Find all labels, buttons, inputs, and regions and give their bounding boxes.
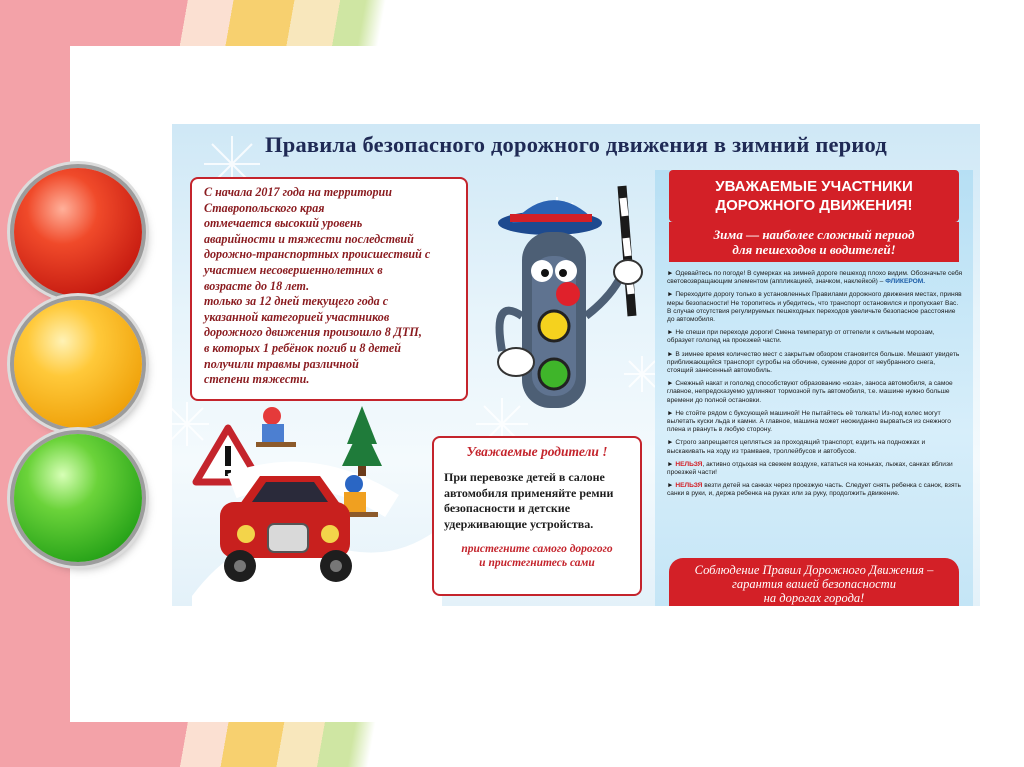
safety-tips-list — [667, 270, 963, 504]
yellow-traffic-light-icon — [14, 300, 142, 428]
parents-notice-title: Уважаемые родители ! — [466, 444, 608, 459]
traffic-light-mascot-icon — [482, 176, 652, 416]
safety-tip-text: ► Переходите дорогу только в установленных Правилами дорожного движения местах, приняв меры безопасности! Не торопитесь и убедитесь, что транспорт остановился и пропускает Вас. В случае отсутствия регулируемых пешеходных переходов увеличьте безопасное расстояние до автомобиля. — [667, 291, 962, 324]
safety-tip-item — [667, 270, 963, 286]
poster-title: Правила безопасного дорожного движения в зимний период — [265, 132, 887, 157]
safety-tip-item — [667, 482, 963, 498]
safety-tip-item — [667, 351, 963, 376]
safety-tip-text-tail: везти детей на санках через проезжую часть. Следует снять ребенка с санок, взять санки в руки, и, держа ребенка на руках или за руку, продолжить движение. — [667, 482, 961, 498]
safety-tip-text: ► Снежный накат и гололед способствуют образованию «юза», заноса автомобиля, а самое главное, непредсказуемо удлиняют тормозной путь автомобиля, т.е. машине нужно больше времени до полной остановки. — [667, 380, 953, 404]
safety-tip-item — [667, 461, 963, 477]
safety-tip-text: ► Одевайтесь по погоде! В сумерках на зимней дороге пешеход плохо видим. Обозначьте себя световозвращающим элементом (аппликацией, значком, наклейкой) – — [667, 270, 963, 286]
accident-statistics-box — [190, 177, 468, 401]
slide-bottom-band — [0, 722, 1024, 767]
safety-tip-item — [667, 410, 963, 435]
safety-tip-item — [667, 291, 963, 324]
parents-notice-body: При перевозке детей в салоне автомобиля применяйте ремни безопасности и детские удерживающие устройства. — [444, 470, 614, 531]
safety-tip-text: ► В зимнее время количество мест с закрытым обзором становится больше. Мешают увидеть приближающийся транспорт сугробы на обочине, сужение дорог от неубранного снега, стоящий занесенный автомобиль. — [667, 350, 960, 375]
parents-notice-box — [432, 436, 642, 596]
safety-tip-text: ► Не стойте рядом с буксующей машиной! Не пытайтесь её толкать! Из-под колес могут вылетать куски льда и камни. А главное, машина может неожиданно вырваться из снежного плена и рвануть в любую сторону. — [667, 409, 951, 434]
road-users-panel — [655, 170, 973, 606]
parents-notice-footer: пристегните самого дорогого и пристегнитесь сами — [461, 543, 613, 569]
safety-tip-highlight: НЕЛЬЗЯ — [675, 482, 703, 490]
safety-tip-text-tail: , активно отдыхая на свежем воздухе, кататься на коньках, лыжах, санках вблизи проезжей части! — [667, 460, 953, 477]
winter-warning-banner: Зима — наиболее сложный период для пешеходов и водителей! — [669, 222, 959, 262]
safety-tip-item — [667, 329, 963, 345]
winter-sledding-scene-illustration — [192, 396, 442, 606]
safety-tip-highlight: НЕЛЬЗЯ — [675, 460, 703, 468]
slide-top-band — [0, 0, 1024, 46]
safety-tip-text: ► Не спеши при переходе дороги! Смена температур от оттепели к сильным морозам, образует гололед на проезжей части. — [667, 329, 935, 345]
red-traffic-light-icon — [14, 168, 142, 296]
safety-tip-highlight: ФЛИКЕРОМ. — [885, 278, 926, 286]
road-users-header: УВАЖАЕМЫЕ УЧАСТНИКИ ДОРОЖНОГО ДВИЖЕНИЯ! — [669, 170, 959, 222]
accident-statistics-text: С начала 2017 года на территории Ставропольского края отмечается высокий уровень аварийности и тяжести последствий дорожно-транспортных происшествий с участием несовершеннолетних в возрасте до 18 лет. только за 12 дней текущего года с указанной категорией участников дорожного движения произошло 8 ДТП, в которых 1 ребёнок погиб и 8 детей получили травмы различной степени тяжести. — [204, 185, 431, 387]
road-safety-poster — [172, 124, 980, 606]
green-traffic-light-icon — [14, 434, 142, 562]
safety-tip-text: ► Строго запрещается цепляться за проходящий транспорт, ездить на подножках и выскакивать на ходу из трамваев, троллейбусов и автобусов. — [667, 439, 926, 455]
safety-tip-text: ► — [667, 482, 676, 490]
safety-tip-item — [667, 439, 963, 455]
safety-tip-text: ► — [667, 460, 676, 468]
safety-slogan-banner: Соблюдение Правил Дорожного Движения – гарантия вашей безопасности на дорогах города! — [669, 558, 959, 606]
safety-tip-item — [667, 380, 963, 405]
